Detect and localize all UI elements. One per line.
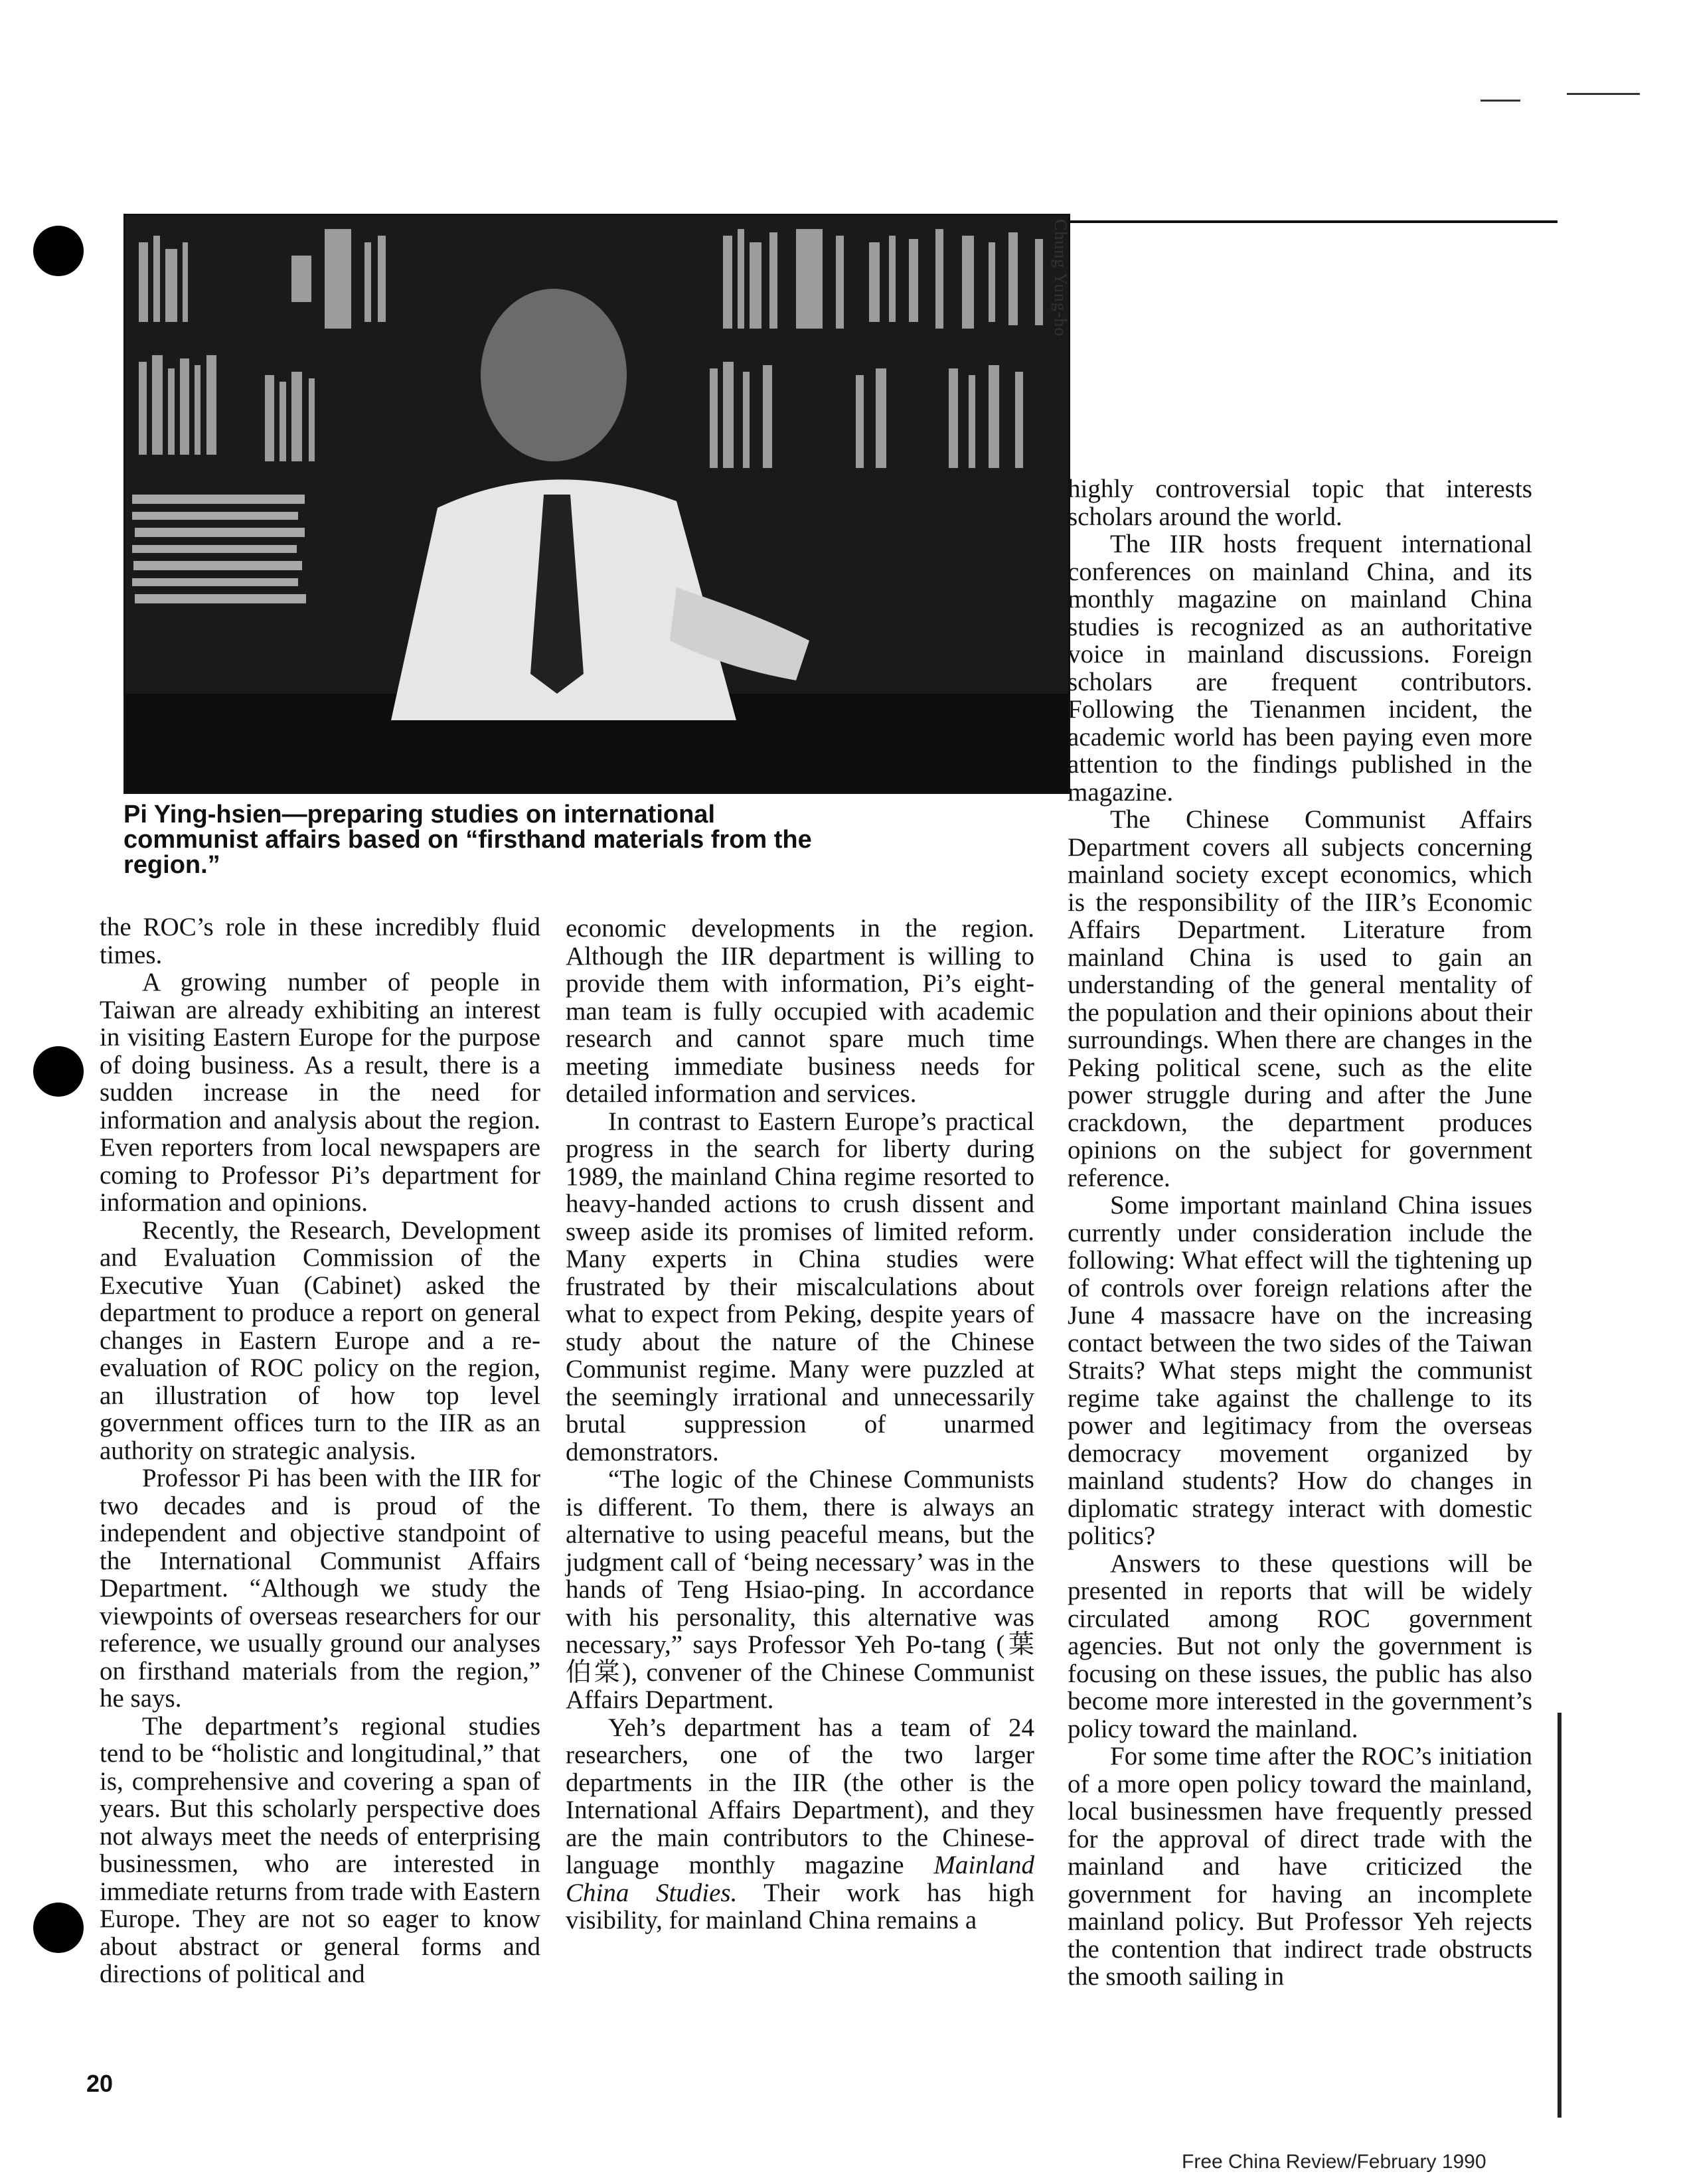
photo-caption: Pi Ying-hsien—preparing studies on international communist affairs based on “firsthand materials from the region.” xyxy=(123,801,812,879)
paragraph: Some important mainland China issues currently under consideration include the following: What effect will the tightening up of controls over foreign relations after the June 4 massacre have on the increasing contact between the two sides of the Taiwan Straits? What steps might the communist regime take against the challenge to its power and legitimacy from the overseas democracy movement organized by mainland students? How do changes in diplomatic strategy interact with domestic politics? xyxy=(1068,1191,1532,1550)
paragraph: For some time after the ROC’s initiation of a more open policy toward the mainland, local businessmen have frequently pressed for the approval of direct trade with the mainland and have criticized the government for having an incomplete mainland policy. But Professor Yeh rejects the contention that indirect trade obstructs the smooth sailing in xyxy=(1068,1742,1532,1991)
page-number: 20 xyxy=(86,2070,114,2097)
article-column-1 xyxy=(100,913,540,1988)
binder-hole xyxy=(33,1046,84,1097)
scan-edge xyxy=(1558,1713,1561,2118)
paragraph: In contrast to Eastern Europe’s practical progress in the search for liberty during 1989, the mainland China regime resorted to heavy-handed actions to crush dissent and sweep aside its promises of limited reform. Many experts in China studies were frustrated by their miscalculations about what to expect from Peking, despite years of study about the nature of the Chinese Communist regime. Many were puzzled at the seemingly irrational and unnecessarily brutal suppression of unarmed demonstrators. xyxy=(566,1107,1034,1466)
paragraph-text: Yeh’s department has a team of 24 researchers, one of the two larger departments in the IIR (the other is the International Affairs Department), and they are the main contributors to the Chinese-language monthly magazine xyxy=(566,1713,1034,1879)
article-column-2 xyxy=(566,915,1034,1934)
paragraph-text: Their work has high visibility, for mainland China remains a xyxy=(566,1878,1034,1934)
paragraph: highly controversial topic that interests scholars around the world. xyxy=(1068,475,1532,531)
paragraph: the ROC’s role in these incredibly fluid times. xyxy=(100,913,540,969)
scan-mark xyxy=(1567,93,1640,95)
article-photo xyxy=(123,214,1070,794)
paragraph: The department’s regional studies tend to be “holistic and longitudinal,” that is, comprehensive and covering a span of years. But this scholarly perspective does not always meet the needs of enterprising businessmen, who are interested in immediate returns from trade with Eastern Europe. They are not so eager to know about abstract or general forms and directions of political and xyxy=(100,1711,540,1988)
paragraph: “The logic of the Chinese Communists is different. To them, there is always an alternative to using peaceful means, but the judgment call of ‘being necessary’ was in the hands of Teng Hsiao-ping. In accordance with his personality, this alternative was necessary,” says Professor Yeh Po-tang (葉伯棠), convener of the Chinese Communist Affairs Department. xyxy=(566,1465,1034,1714)
paragraph: economic developments in the region. Although the IIR department is willing to provide them with information, Pi’s eight-man team is fully occupied with academic research and cannot spare much time meeting immediate business needs for detailed information and services. xyxy=(566,914,1034,1108)
paragraph: The IIR hosts frequent international conferences on mainland China, and its monthly magazine on mainland China studies is recognized as an authoritative voice in mainland discussions. Foreign scholars are frequent contributors. Following the Tienanmen incident, the academic world has been paying even more attention to the findings published in the magazine. xyxy=(1068,530,1532,807)
photo-illustration xyxy=(125,216,1068,792)
paragraph: Answers to these questions will be presented in reports that will be widely circulated among ROC government agencies. But not only the government is focusing on these issues, the public has also become more interested in the government’s policy toward the mainland. xyxy=(1068,1549,1532,1743)
photo-credit: Chung Yung-ho xyxy=(1051,219,1070,337)
paragraph: Professor Pi has been with the IIR for two decades and is proud of the independent and objective standpoint of the International Communist Affairs Department. “Although we study the viewpoints of overseas researchers for our reference, we usually ground our analyses on firsthand materials from the region,” he says. xyxy=(100,1464,540,1713)
paragraph: The Chinese Communist Affairs Department covers all subjects concerning mainland society except economics, which is the responsibility of the IIR’s Economic Affairs Department. Literature from mainland China is used to gain an understanding of the general mentality of the population and their opinions about their surroundings. When there are changes in the Peking political scene, such as the elite power struggle during and after the June crackdown, the department produces opinions on the subject for government reference. xyxy=(1068,805,1532,1192)
magazine-title: Mainland China Studies. xyxy=(566,1851,1035,1907)
scan-mark xyxy=(1481,100,1520,102)
paragraph xyxy=(566,1714,1034,1934)
binder-hole xyxy=(33,1903,84,1953)
binder-hole xyxy=(33,226,84,276)
paragraph: A growing number of people in Taiwan are already exhibiting an interest in visiting Eastern Europe for the purpose of doing business. As a result, there is a sudden increase in the need for information and analysis about the region. Even reporters from local newspapers are coming to Professor Pi’s department for information and opinions. xyxy=(100,968,540,1217)
paragraph: Recently, the Research, Development and Evaluation Commission of the Executive Yuan (Cabinet) asked the department to produce a report on general changes in Eastern Europe and a re-evaluation of ROC policy on the region, an illustration of how top level government offices turn to the IIR as an authority on strategic analysis. xyxy=(100,1215,540,1465)
article-column-3 xyxy=(1068,475,1532,1991)
page-footer: Free China Review/February 1990 xyxy=(1182,2151,1486,2173)
